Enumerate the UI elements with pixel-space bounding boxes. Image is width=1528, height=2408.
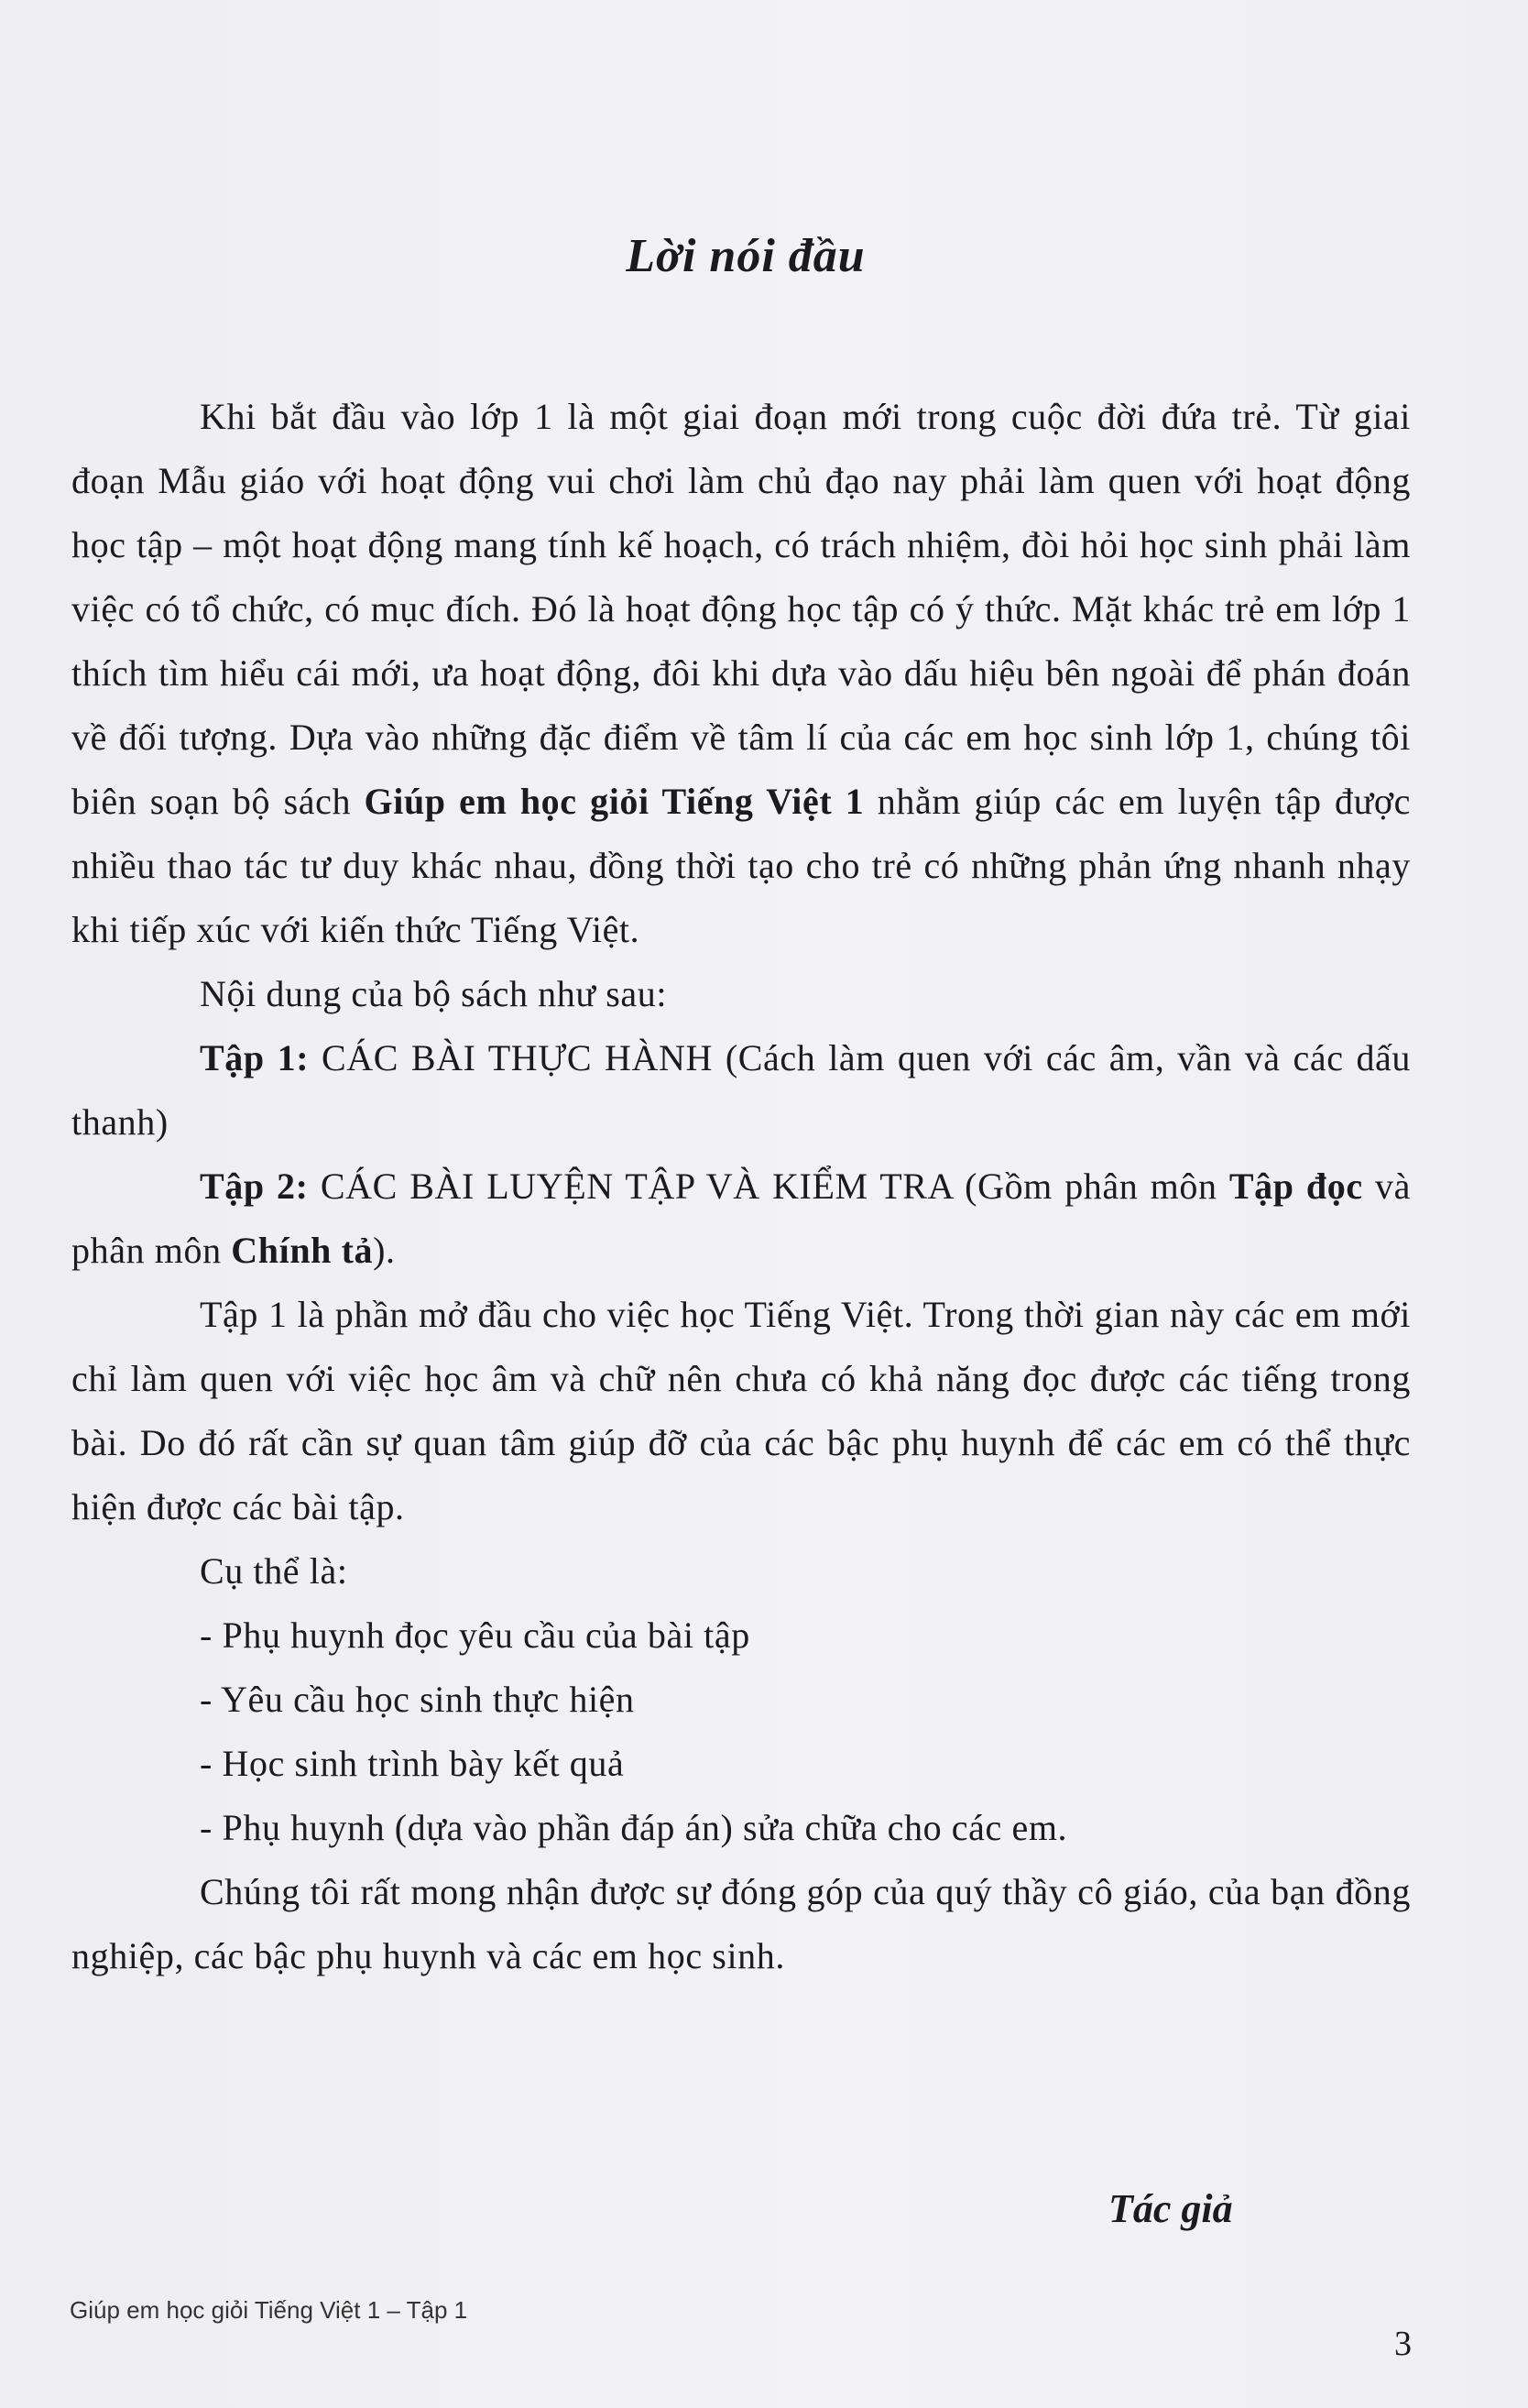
- list-item: - Yêu cầu học sinh thực hiện: [200, 1679, 635, 1720]
- volume1-paragraph: [71, 1026, 1411, 1155]
- volume1-text: CÁC BÀI THỰC HÀNH (Cách làm quen với các âm, vần và các dấu thanh): [71, 1037, 1411, 1143]
- specifics-heading: Cụ thể là:: [200, 1550, 348, 1592]
- body-text: [71, 385, 1411, 1988]
- volume2-bold-b: Chính tả: [231, 1230, 374, 1271]
- volume2-text-b: và phân môn: [71, 1166, 1411, 1271]
- volume2-text-c: ).: [373, 1230, 396, 1271]
- volume1-note-paragraph: Tập 1 là phần mở đầu cho việc học Tiếng Việt. Trong thời gian này các em mới chỉ làm quen với việc học âm và chữ nên chưa có khả năng đọc được các tiếng trong bài. Do đó rất cần sự quan tâm giúp đỡ của các bậc phụ huynh để các em có thể thực hiện được các bài tập.: [71, 1294, 1411, 1527]
- page-title: Lời nói đầu: [626, 230, 866, 282]
- volume2-label: Tập 2:: [200, 1166, 309, 1207]
- intro-paragraph: [71, 385, 1411, 962]
- volume2-bold-a: Tập đọc: [1228, 1166, 1363, 1207]
- closing-paragraph: Chúng tôi rất mong nhận được sự đóng góp của quý thầy cô giáo, của bạn đồng nghiệp, các bậc phụ huynh và các em học sinh.: [71, 1871, 1411, 1976]
- list-item: - Học sinh trình bày kết quả: [200, 1743, 625, 1784]
- intro-text-start: Khi bắt đầu vào lớp 1 là một giai đoạn mới trong cuộc đời đứa trẻ. Từ giai đoạn Mẫu giáo với hoạt động vui chơi làm chủ đạo nay phải làm quen với hoạt động học tập – một hoạt động mang tính kế hoạch, có trách nhiệm, đòi hỏi học sinh phải làm việc có tổ chức, có mục đích. Đó là hoạt động học tập có ý thức. Mặt khác trẻ em lớp 1 thích tìm hiểu cái mới, ưa hoạt động, đôi khi dựa vào dấu hiệu bên ngoài để phán đoán về đối tượng. Dựa vào những đặc điểm về tâm lí của các em học sinh lớp 1, chúng tôi biên soạn bộ sách: [71, 396, 1411, 822]
- volume2-text-a: CÁC BÀI LUYỆN TẬP VÀ KIỂM TRA (Gồm phân môn: [308, 1166, 1229, 1207]
- running-footer: Giúp em học giỏi Tiếng Việt 1 – Tập 1: [70, 2296, 468, 2324]
- intro-text-end: nhằm giúp các em luyện tập được nhiều thao tác tư duy khác nhau, đồng thời tạo cho trẻ có những phản ứng nhanh nhạy khi tiếp xúc với kiến thức Tiếng Việt.: [71, 781, 1411, 950]
- list-item: - Phụ huynh đọc yêu cầu của bài tập: [200, 1614, 750, 1656]
- volume1-label: Tập 1:: [200, 1037, 310, 1078]
- list-item: - Phụ huynh (dựa vào phần đáp án) sửa chữa cho các em.: [200, 1807, 1068, 1848]
- content-heading: Nội dung của bộ sách như sau:: [200, 973, 668, 1014]
- author-signature: Tác giả: [1108, 2186, 1233, 2231]
- volume2-paragraph: [71, 1155, 1411, 1283]
- page-number: 3: [1394, 2325, 1412, 2363]
- book-title-bold: Giúp em học giỏi Tiếng Việt 1: [364, 781, 865, 822]
- steps-list: [71, 1604, 1411, 1860]
